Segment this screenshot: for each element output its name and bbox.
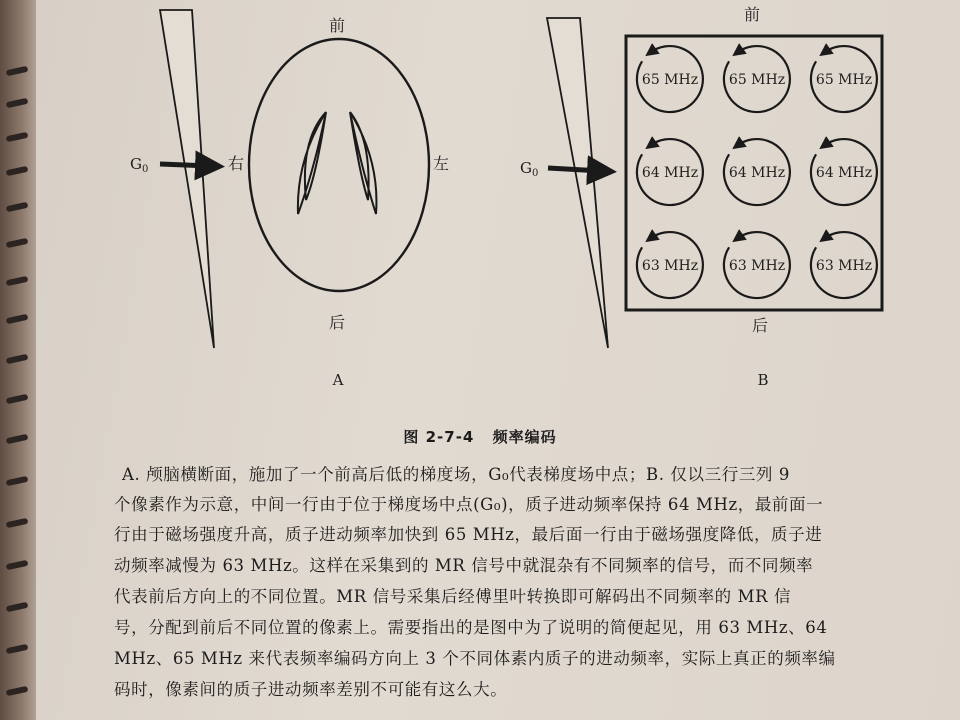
pixel-grid bbox=[637, 46, 877, 298]
figure-title: 频率编码 bbox=[492, 428, 557, 446]
pixel-cell bbox=[637, 46, 703, 112]
back-label-b: 后 bbox=[751, 316, 769, 335]
panel-label-a: A bbox=[332, 371, 344, 389]
frequency-label: 63 MHz bbox=[728, 258, 786, 274]
frequency-label: 64 MHz bbox=[641, 165, 699, 181]
body-line: 动频率减慢为 63 MHz。这样在采集到的 MR 信号中就混杂有不同频率的信号，而不同频率 bbox=[114, 556, 814, 575]
right-label-a: 右 bbox=[227, 154, 245, 173]
frequency-label: 65 MHz bbox=[641, 72, 699, 88]
pixel-cell bbox=[637, 139, 703, 205]
front-label-b: 前 bbox=[743, 5, 761, 24]
pixel-cell bbox=[637, 232, 703, 298]
gradient-label-a: $G_0$ bbox=[130, 155, 149, 175]
body-line: MHz、65 MHz 来代表频率编码方向上 3 个不同体素内质子的进动频率，实际上真正的频率编 bbox=[114, 649, 836, 668]
ventricle-left-crescent bbox=[298, 112, 326, 214]
body-line: 号，分配到前后不同位置的像素上。需要指出的是图中为了说明的简便起见，用 63 MHz、64 bbox=[114, 618, 828, 637]
gradient-label-b: $G_0$ bbox=[520, 159, 539, 179]
ventricle-right-crescent bbox=[350, 112, 376, 214]
gradient-midpoint-arrow-a bbox=[160, 164, 210, 166]
figure-number: 图 2-7-4 bbox=[403, 428, 475, 446]
pixel-cell bbox=[724, 46, 790, 112]
brain-section-outline bbox=[249, 39, 429, 291]
pixel-cell bbox=[811, 139, 877, 205]
pixel-cell bbox=[811, 232, 877, 298]
gradient-midpoint-arrow-b bbox=[548, 168, 602, 171]
body-line: 行由于磁场强度升高，质子进动频率加快到 65 MHz，最后面一行由于磁场强度降低，质子进 bbox=[114, 525, 823, 544]
frequency-label: 64 MHz bbox=[728, 165, 786, 181]
panel-label-b: B bbox=[757, 371, 769, 389]
pixel-cell bbox=[724, 232, 790, 298]
body-line: 个像素作为示意，中间一行由于位于梯度场中点(G₀)，质子进动频率保持 64 MHz，最前面一 bbox=[114, 495, 824, 514]
body-line: 代表前后方向上的不同位置。MR 信号采集后经傅里叶转换即可解码出不同频率的 MR 信 bbox=[114, 587, 792, 606]
pixel-cell bbox=[724, 139, 790, 205]
panel-a bbox=[130, 10, 449, 389]
body-line: A. 颅脑横断面，施加了一个前高后低的梯度场，G₀代表梯度场中点；B. 仅以三行三列 9 bbox=[122, 465, 790, 484]
frequency-label: 63 MHz bbox=[815, 258, 873, 274]
frequency-label: 63 MHz bbox=[641, 258, 699, 274]
frequency-label: 65 MHz bbox=[815, 72, 873, 88]
back-label-a: 后 bbox=[328, 313, 346, 332]
frequency-label: 64 MHz bbox=[815, 165, 873, 181]
frequency-label: 65 MHz bbox=[728, 72, 786, 88]
gradient-wedge-a bbox=[160, 10, 214, 348]
body-line: 码时，像素间的质子进动频率差别不可能有这么大。 bbox=[114, 680, 508, 699]
figure-caption bbox=[0, 426, 960, 447]
gradient-wedge-b bbox=[547, 18, 608, 348]
panel-b bbox=[520, 5, 882, 389]
left-label-a: 左 bbox=[432, 154, 450, 173]
front-label-a: 前 bbox=[328, 16, 346, 35]
pixel-cell bbox=[811, 46, 877, 112]
